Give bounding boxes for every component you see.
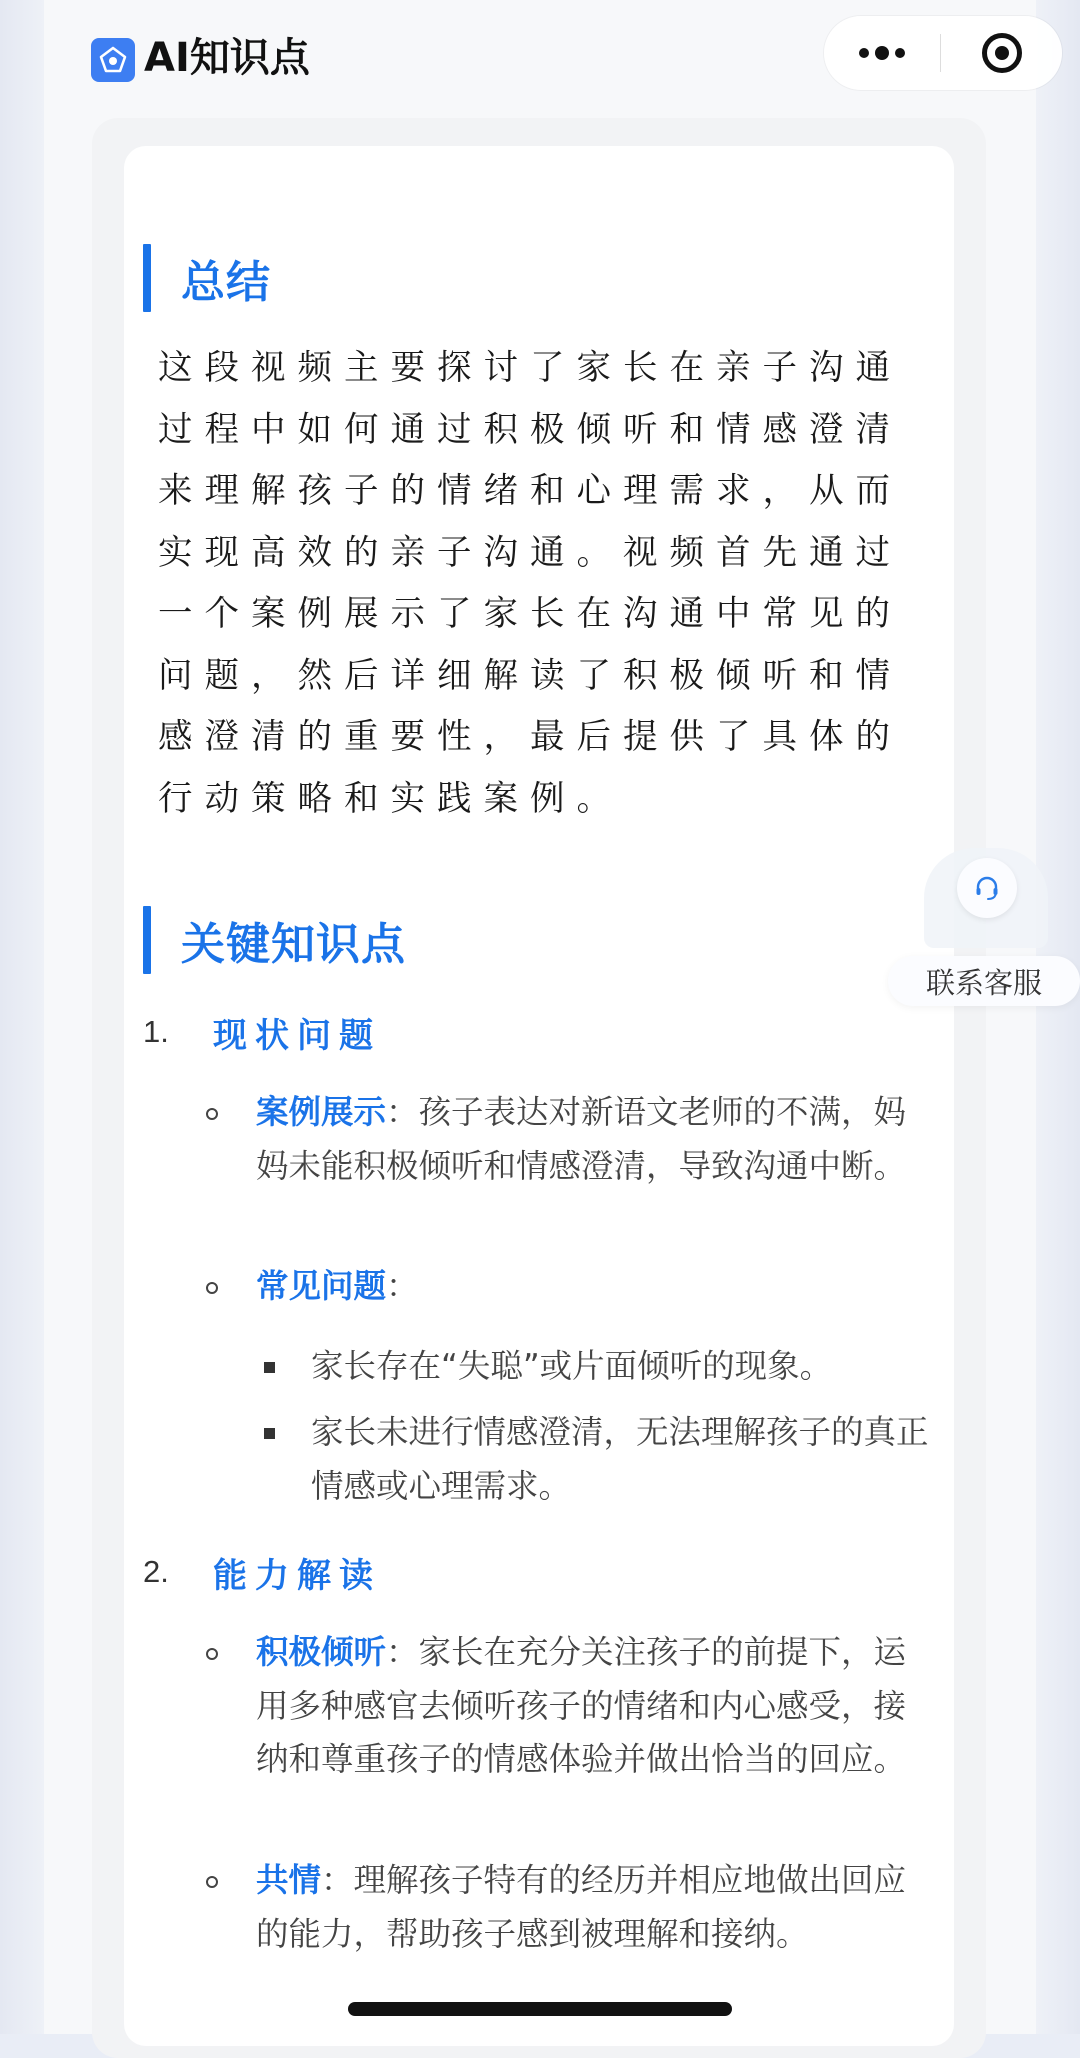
app-logo-icon	[91, 38, 135, 82]
bullet-term: 积极倾听	[256, 1633, 387, 1671]
key-points-title: 关键知识点	[181, 919, 406, 970]
more-dots-icon	[875, 46, 889, 60]
customer-service-label[interactable]: 联系客服	[888, 956, 1080, 1006]
home-indicator[interactable]	[348, 2002, 732, 2016]
square-bullet-icon	[264, 1362, 275, 1373]
bullet-body: ：	[386, 1267, 419, 1305]
background-right	[1036, 0, 1080, 2034]
bullet-body: ：家长在充分关注孩子的前提下，运用多种感官去倾听孩子的情绪和内心感受，接纳和尊重孩子的情感体验并做出恰当的回应。	[256, 1633, 907, 1778]
square-bullet-icon	[264, 1428, 275, 1439]
mini-program-capsule	[824, 16, 1062, 90]
list-item-1-header	[143, 1004, 381, 1060]
summary-line: 行动策略和实践案例。	[158, 778, 623, 819]
summary-paragraph	[158, 338, 908, 830]
bullet-text	[256, 1626, 926, 1787]
bullet-text	[256, 1854, 926, 1961]
app-title: AI知识点	[144, 35, 310, 81]
summary-line: 实现高效的亲子沟通。视频首先通过	[158, 532, 902, 573]
summary-heading	[143, 244, 271, 312]
more-button[interactable]	[824, 16, 939, 90]
close-mini-program-button[interactable]	[942, 16, 1062, 90]
more-dots-icon	[859, 48, 869, 58]
sub-bullet-text: 家长存在“失聪”或片面倾听的现象。	[311, 1347, 833, 1385]
more-dots-icon	[895, 48, 905, 58]
bullet-term: 常见问题	[256, 1267, 387, 1305]
bullet-body: ：理解孩子特有的经历并相应地做出回应的能力，帮助孩子感到被理解和接纳。	[256, 1861, 907, 1953]
key-points-heading	[143, 906, 406, 974]
list-number: 1.	[143, 1014, 169, 1049]
app-header	[44, 0, 1036, 110]
bullet-text	[256, 1260, 926, 1314]
list-item-title: 现状问题	[213, 1015, 381, 1056]
sub-bullet-text: 家长未进行情感澄清，无法理解孩子的真正情感或心理需求。	[311, 1413, 929, 1505]
list-item-title: 能力解读	[213, 1555, 381, 1596]
capsule-divider	[940, 34, 941, 72]
section-accent-bar	[143, 906, 151, 974]
bullet-body: ：孩子表达对新语文老师的不满，妈妈未能积极倾听和情感澄清，导致沟通中断。	[256, 1093, 907, 1185]
section-accent-bar	[143, 244, 151, 312]
list-item-2-header	[143, 1544, 381, 1600]
background-left	[0, 0, 44, 2034]
headset-icon[interactable]	[957, 858, 1017, 918]
circle-bullet-icon	[206, 1648, 218, 1660]
summary-title: 总结	[181, 257, 271, 308]
customer-service-float[interactable]	[888, 848, 1080, 1008]
summary-line: 问题，然后详细解读了积极倾听和情	[158, 655, 902, 696]
summary-line: 感澄清的重要性，最后提供了具体的	[158, 717, 902, 757]
circle-bullet-icon	[206, 1282, 218, 1294]
bullet-term: 案例展示	[256, 1093, 387, 1131]
summary-line: 这段视频主要探讨了家长在亲子沟通	[158, 348, 902, 388]
bullet-term: 共情	[256, 1861, 322, 1899]
target-icon	[982, 33, 1022, 73]
list-number: 2.	[143, 1554, 169, 1589]
summary-line: 一个案例展示了家长在沟通中常见的	[158, 594, 902, 634]
circle-bullet-icon	[206, 1876, 218, 1888]
circle-bullet-icon	[206, 1108, 218, 1120]
summary-line: 来理解孩子的情绪和心理需求，从而	[158, 471, 902, 511]
bullet-text	[256, 1086, 926, 1193]
summary-line: 过程中如何通过积极倾听和情感澄清	[158, 409, 902, 450]
